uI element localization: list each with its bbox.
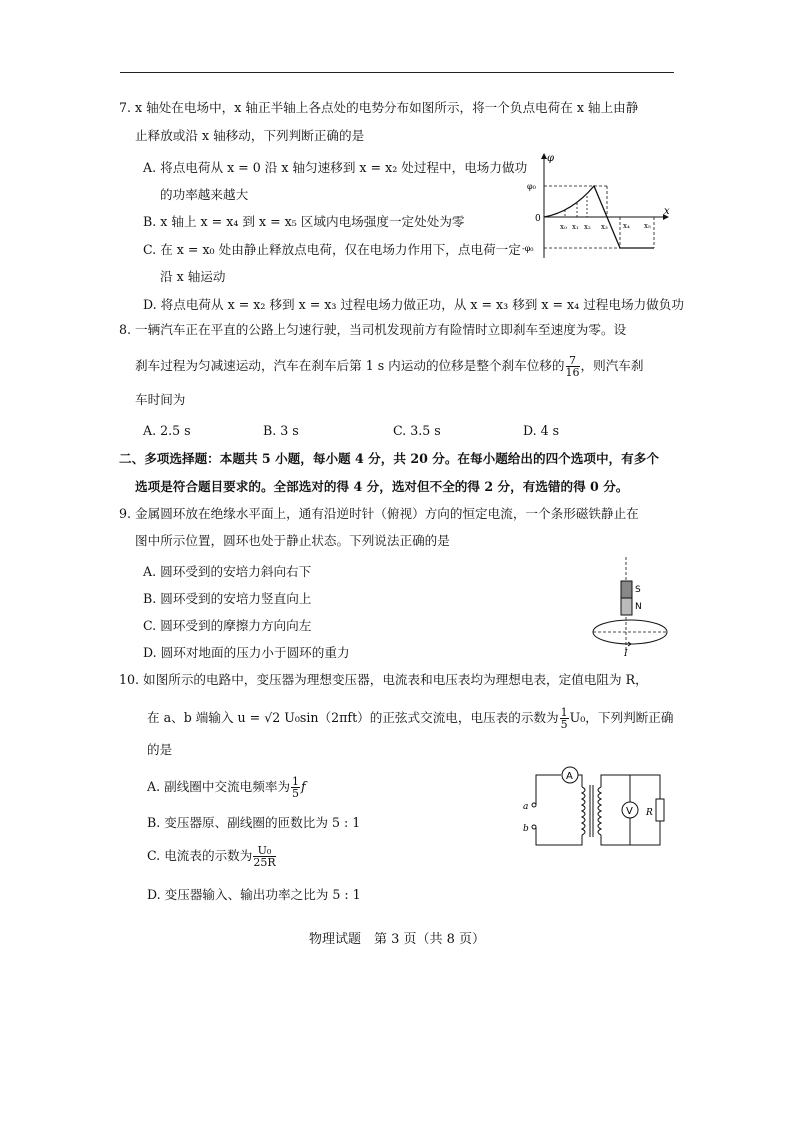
q8-line3: 车时间为 [135,392,186,407]
q8-frac-den: 16 [565,366,580,379]
q10-frac-den: 5 [560,718,568,731]
q8-fraction [566,355,580,378]
q8-frac-num: 7 [566,355,580,367]
top-rule [120,72,674,73]
q10-fraction [560,707,569,730]
q10-option-c-pre: C. 电流表的示数为 [147,848,253,863]
q7-x0-label: x₀ [560,223,567,231]
q7-origin-label: 0 [535,214,541,224]
q9-current-label: I [624,649,628,659]
q9-magnet-s-pole [621,581,632,598]
q7-option-a: A. 将点电荷从 x = 0 沿 x 轴匀速移到 x = x₂ 处过程中，电场力做功 [143,160,528,175]
q10-primary-coil [582,787,585,835]
q7-option-d: D. 将点电荷从 x = x₂ 移到 x = x₃ 过程电场力做正功，从 x = x₃ 移到 x = x₄ 过程电场力做负功 [143,297,684,312]
q10-line2-text-b: U₀，下列判断正确 [569,710,674,725]
q10-line2-text-a: 在 a、b 端输入 u = √2 U₀sin（2πft）的正弦式交流电，电压表的示数为 [147,710,559,725]
q8-line2-text-a: 刹车过程为匀减速运动，汽车在刹车后第 1 s 内运动的位移是整个刹车位移的 [135,358,565,373]
q7-line1: 7. x 轴处在电场中，x 轴正半轴上各点处的电势分布如图所示，将一个负点电荷在 x 轴上由静 [119,100,639,115]
q7-option-b: B. x 轴上 x = x₄ 到 x = x₅ 区域内电场强度一定处处为零 [143,214,465,229]
q8-line1: 8. 一辆汽车正在平直的公路上匀速行驶，当司机发现前方有险情时立即刹车至速度为零。设 [119,322,627,337]
q7-option-a-cont: 的功率越来越大 [160,187,249,202]
q8-option-b: B. 3 s [263,423,299,438]
q9-magnet-n-pole [621,598,632,615]
q7-neg-phi0-label: -φ₀ [522,244,534,253]
q9-option-d: D. 圆环对地面的压力小于圆环的重力 [143,645,350,660]
q10-option-a-pre: A. 副线圈中交流电频率为 [147,779,291,794]
q10-frac-num: 1 [560,706,568,719]
q10-option-c-frac [253,845,275,868]
q7-line2: 止释放或沿 x 轴移动，下列判断正确的是 [135,128,365,143]
q7-potential-graph [522,150,672,265]
q10-option-a-den: 5 [292,787,300,800]
section2-heading-line2: 选项是符合题目要求的。全部选对的得 4 分，选对但不全的得 2 分，有选错的得 0 分。 [135,479,629,494]
q10-option-b: B. 变压器原、副线圈的匝数比为 5 : 1 [147,815,361,830]
q10-r-label: R [646,808,653,818]
q7-phi0-label: φ₀ [527,182,536,191]
q10-option-d: D. 变压器输入、输出功率之比为 5 : 1 [147,887,361,902]
q8-option-c: C. 3.5 s [393,423,441,438]
q9-magnet-ring-figure [588,555,678,660]
q7-x5-label: x₅ [644,222,651,230]
section2-heading-line1: 二、多项选择题：本题共 5 小题，每小题 4 分，共 20 分。在每小题给出的四个选项中，有多个 [119,451,659,466]
q8-line2-text-b: ，则汽车刹 [580,358,644,373]
q9-line2: 图中所示位置，圆环也处于静止状态。下列说法正确的是 [135,533,450,548]
q7-phi-label: φ [547,153,555,164]
q9-s-label: S [635,585,641,595]
q10-voltmeter-label: V [626,806,633,817]
q10-b-label: b [523,824,529,834]
q10-option-a [147,776,306,799]
q10-option-a-num: 1 [292,775,300,788]
q9-line1: 9. 金属圆环放在绝缘水平面上，通有沿逆时针（俯视）方向的恒定电流，一个条形磁铁静止在 [119,506,639,521]
q10-line3: 的是 [147,742,173,757]
q7-option-c-cont: 沿 x 轴运动 [160,269,226,284]
q10-terminal-a [532,803,536,807]
q7-x1-label: x₁ [572,223,579,231]
q10-secondary-coil [598,787,601,835]
q10-resistor [656,799,664,821]
q9-n-label: N [635,602,642,612]
q9-option-c: C. 圆环受到的摩擦力方向向左 [143,618,312,633]
q7-x4-label: x₄ [623,222,630,230]
q10-option-c [147,845,277,868]
q10-option-a-post: f [301,779,306,794]
q7-x2-label: x₂ [584,223,591,231]
page-footer: 物理试题 第 3 页（共 8 页） [308,932,486,947]
q8-option-d: D. 4 s [523,423,560,438]
q10-option-c-num: U₀ [253,845,275,857]
q10-option-c-den: 25R [253,856,276,869]
q10-a-label: a [523,802,529,812]
q7-x-label: x [664,206,670,217]
q7-x3-label: x₃ [601,223,608,231]
q10-transformer-circuit [520,765,670,860]
q10-terminal-b [532,825,536,829]
q7-option-c: C. 在 x = x₀ 处由静止释放点电荷，仅在电场力作用下，点电荷一定 [143,242,521,257]
q10-line2 [147,707,673,730]
q8-option-a: A. 2.5 s [143,423,191,438]
q8-line2 [135,355,643,378]
q9-option-a: A. 圆环受到的安培力斜向右下 [143,564,312,579]
q10-line1: 10. 如图所示的电路中，变压器为理想变压器，电流表和电压表均为理想电表，定值电阻为 R， [119,672,648,687]
q10-option-a-frac [291,776,300,799]
q10-ammeter-label: A [566,771,573,782]
q9-option-b: B. 圆环受到的安培力竖直向上 [143,591,312,606]
